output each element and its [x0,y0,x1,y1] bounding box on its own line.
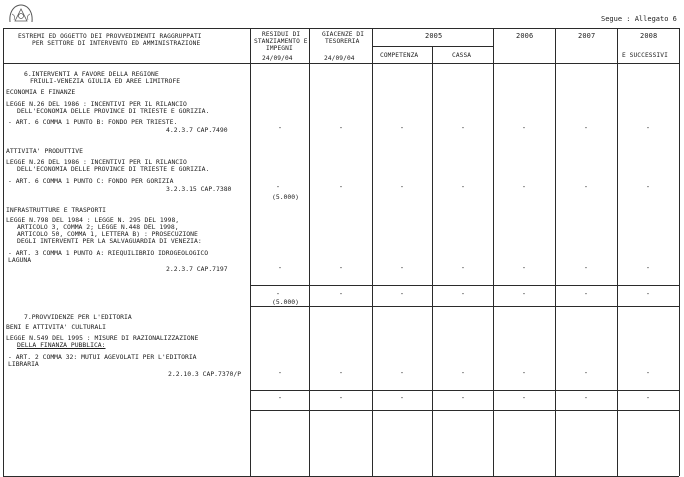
dash-cell: - [521,264,527,272]
category-infrastrutture: INFRASTRUTTURE E TRASPORTI [6,206,107,214]
header-year-2007: 2007 [578,32,596,40]
section-7-title: 7.PROVVIDENZE PER L'EDITORIA [24,313,132,321]
dash-cell: - [583,369,589,377]
header-successivi: E SUCCESSIVI [622,52,668,59]
article-line: - ART. 3 COMMA 1 PUNTO A: RIEQUILIBRIO IDROGEOLOGICO [8,249,209,257]
dash-cell: - [275,290,281,298]
header-giacenze-line2: TESORERIA [325,38,360,45]
header-giacenze-line1: GIACENZE DI [322,31,365,38]
dash-cell: - [521,183,527,191]
category-beni-culturali: BENI E ATTIVITA' CULTURALI [6,323,107,331]
law-line: DELLA FINANZA PUBBLICA: [17,341,106,349]
dash-cell: - [399,369,405,377]
dash-cell: - [399,264,405,272]
dash-cell: - [399,394,405,402]
section-6-title-line2: FRIULI-VENEZIA GIULIA ED AREE LIMITROFE [30,77,181,85]
dash-cell: - [521,394,527,402]
dash-cell: - [338,124,344,132]
chapter-code: 2.2.3.7 CAP.7197 [166,265,228,273]
law-line: ARTICOLO 3, COMMA 2; LEGGE N.448 DEL 1998, [17,223,179,231]
dash-cell: - [460,264,466,272]
header-estremi-line1: ESTREMI ED OGGETTO DEI PROVVEDIMENTI RAGGRUPPATI [18,33,202,40]
dash-cell: - [460,183,466,191]
dash-cell: - [583,264,589,272]
dash-cell: - [583,394,589,402]
dash-cell: - [645,124,651,132]
dash-cell: - [521,290,527,298]
law-line: LEGGE N.798 DEL 1984 : LEGGE N. 295 DEL 1998, [6,216,180,224]
article-line: LAGUNA [8,256,32,264]
header-residui-line3: IMPEGNI [266,45,293,52]
header-giacenze-date: 24/09/04 [324,55,355,62]
dash-cell: - [277,124,283,132]
law-line: DELL'ECONOMIA DELLE PROVINCE DI TRIESTE E GORIZIA. [17,107,210,115]
law-line: DEGLI INTERVENTI PER LA SALVAGUARDIA DI VENEZIA: [17,237,202,245]
dash-cell: - [399,124,405,132]
law-line: ARTICOLO 50, COMMA 1, LETTERA B) : PROSECUZIONE [17,230,198,238]
article-line: - ART. 6 COMMA 1 PUNTO B: FONDO PER TRIESTE. [8,118,178,126]
chapter-code: 4.2.3.7 CAP.7490 [166,126,228,134]
dash-cell: - [645,183,651,191]
dash-cell: - [583,290,589,298]
dash-cell: - [399,290,405,298]
header-year-2008: 2008 [640,32,658,40]
dash-cell: - [338,394,344,402]
dash-cell: - [338,290,344,298]
dash-cell: - [645,369,651,377]
dash-cell: - [645,264,651,272]
law-line: DELL'ECONOMIA DELLE PROVINCE DI TRIESTE E GORIZIA. [17,165,210,173]
section-6-total: (5.000) [272,298,299,306]
republic-emblem-icon [6,2,36,26]
dash-cell: - [338,369,344,377]
section-6-title-line1: 6.INTERVENTI A FAVORE DELLA REGIONE [24,70,159,78]
header-cassa: CASSA [452,52,472,59]
dash-cell: - [521,124,527,132]
dash-cell: - [645,290,651,298]
header-residui-date: 24/09/04 [262,55,293,62]
dash-cell: - [460,369,466,377]
article-line: - ART. 2 COMMA 32: MUTUI AGEVOLATI PER L'EDITORIA [8,353,197,361]
dash-cell: - [521,369,527,377]
dash-cell: - [583,124,589,132]
header-residui-line2: STANZIAMENTO E [254,38,308,45]
header-residui-line1: RESIDUI DI [262,31,301,38]
law-line: LEGGE N.26 DEL 1986 : INCENTIVI PER IL RILANCIO [6,100,187,108]
chapter-code: 3.2.3.15 CAP.7380 [166,185,232,193]
header-year-2006: 2006 [516,32,534,40]
dash-cell: - [460,124,466,132]
dash-cell: - [460,290,466,298]
law-line: LEGGE N.26 DEL 1986 : INCENTIVI PER IL RILANCIO [6,158,187,166]
dash-cell: - [583,183,589,191]
category-economia: ECONOMIA E FINANZE [6,88,76,96]
dash-cell: - [399,183,405,191]
dash-cell: - [645,394,651,402]
category-attivita-produttive: ATTIVITA' PRODUTTIVE [6,147,83,155]
law-line: LEGGE N.549 DEL 1995 : MISURE DI RAZIONALIZZAZIONE [6,334,199,342]
dash-cell: - [338,183,344,191]
header-year-2005: 2005 [425,32,443,40]
dash-cell: - [338,264,344,272]
article-line: - ART. 6 COMMA 1 PUNTO C: FONDO PER GORIZIA [8,177,174,185]
dash-cell: - [277,264,283,272]
dash-cell: - [277,394,283,402]
dash-cell: - [460,394,466,402]
attachment-label: Segue : Allegato 6 [601,15,677,23]
dash-cell: - [275,183,281,191]
residui-value: (5.000) [272,193,299,201]
header-competenza: COMPETENZA [380,52,419,59]
chapter-code: 2.2.10.3 CAP.7370/P [168,370,242,378]
header-estremi-line2: PER SETTORE DI INTERVENTO ED AMMINISTRAZIONE [32,40,201,47]
article-line: LIBRARIA [8,360,39,368]
dash-cell: - [277,369,283,377]
